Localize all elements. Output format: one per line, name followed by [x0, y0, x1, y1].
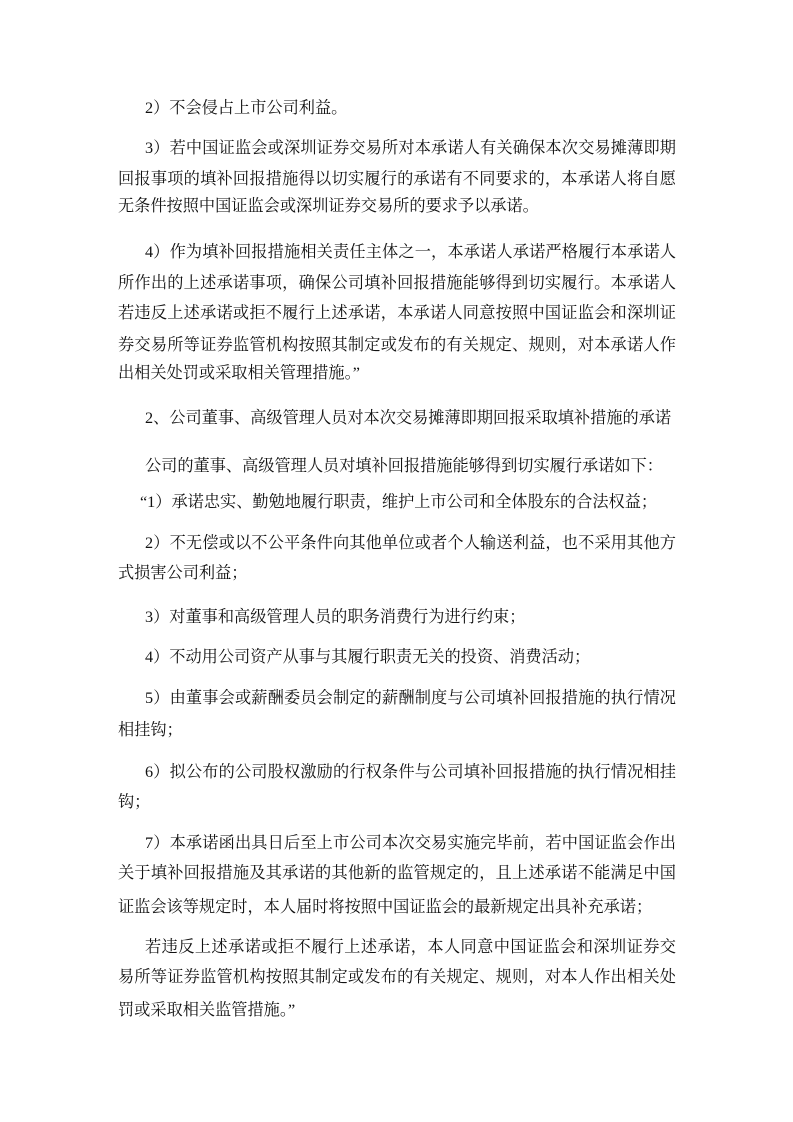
text-line: 4）不动用公司资产从事与其履行职责无关的投资、消费活动； [145, 648, 591, 666]
text-line: 2）不会侵占上市公司利益。 [145, 99, 348, 117]
text-line: 罚或采取相关监管措施。” [118, 1001, 296, 1019]
text-line: 公司的董事、高级管理人员对填补回报措施能够得到切实履行承诺如下： [145, 457, 663, 475]
text-line: 2）不无偿或以不公平条件向其他单位或者个人输送利益，也不采用其他方 [145, 534, 676, 552]
text-line: 2、公司董事、高级管理人员对本次交易摊薄即期回报采取填补措施的承诺 [145, 409, 672, 427]
text-line: 证监会该等规定时，本人届时将按照中国证监会的最新规定出具补充承诺； [118, 898, 653, 916]
text-line: 相挂钩； [118, 721, 183, 739]
text-line: 出相关处罚或采取相关管理措施。” [118, 364, 360, 382]
text-line: 钩； [118, 793, 151, 811]
text-line: 券交易所等证券监管机构按照其制定或发布的有关规定、规则，对本承诺人作 [118, 336, 676, 354]
text-line: 3）对董事和高级管理人员的职务消费行为进行约束； [145, 608, 526, 626]
text-line: 式损害公司利益； [118, 564, 248, 582]
text-line: 7）本承诺函出具日后至上市公司本次交易实施完毕前，若中国证监会作出 [145, 834, 676, 852]
text-line: 易所等证券监管机构按照其制定或发布的有关规定、规则，对本人作出相关处 [118, 968, 676, 986]
text-line: 回报事项的填补回报措施得以切实履行的承诺有不同要求的，本承诺人将自愿 [118, 170, 676, 188]
text-line: 关于填补回报措施及其承诺的其他新的监管规定的，且上述承诺不能满足中国 [118, 864, 676, 882]
text-line: 4）作为填补回报措施相关责任主体之一，本承诺人承诺严格履行本承诺人 [145, 243, 676, 261]
text-line: 若违反上述承诺或拒不履行上述承诺，本承诺人同意按照中国证监会和深圳证 [118, 304, 676, 322]
text-line: 若违反上述承诺或拒不履行上述承诺，本人同意中国证监会和深圳证券交 [145, 938, 676, 956]
text-line: 无条件按照中国证监会或深圳证券交易所的要求予以承诺。 [118, 197, 539, 215]
text-line: “1）承诺忠实、勤勉地履行职责，维护上市公司和全体股东的合法权益； [140, 493, 658, 511]
text-line: 所作出的上述承诺事项，确保公司填补回报措施能够得到切实履行。本承诺人 [118, 274, 676, 292]
text-line: 5）由董事会或薪酬委员会制定的薪酬制度与公司填补回报措施的执行情况 [145, 689, 676, 707]
text-line: 6）拟公布的公司股权激励的行权条件与公司填补回报措施的执行情况相挂 [145, 763, 676, 781]
text-line: 3）若中国证监会或深圳证券交易所对本承诺人有关确保本次交易摊薄即期 [145, 139, 676, 157]
